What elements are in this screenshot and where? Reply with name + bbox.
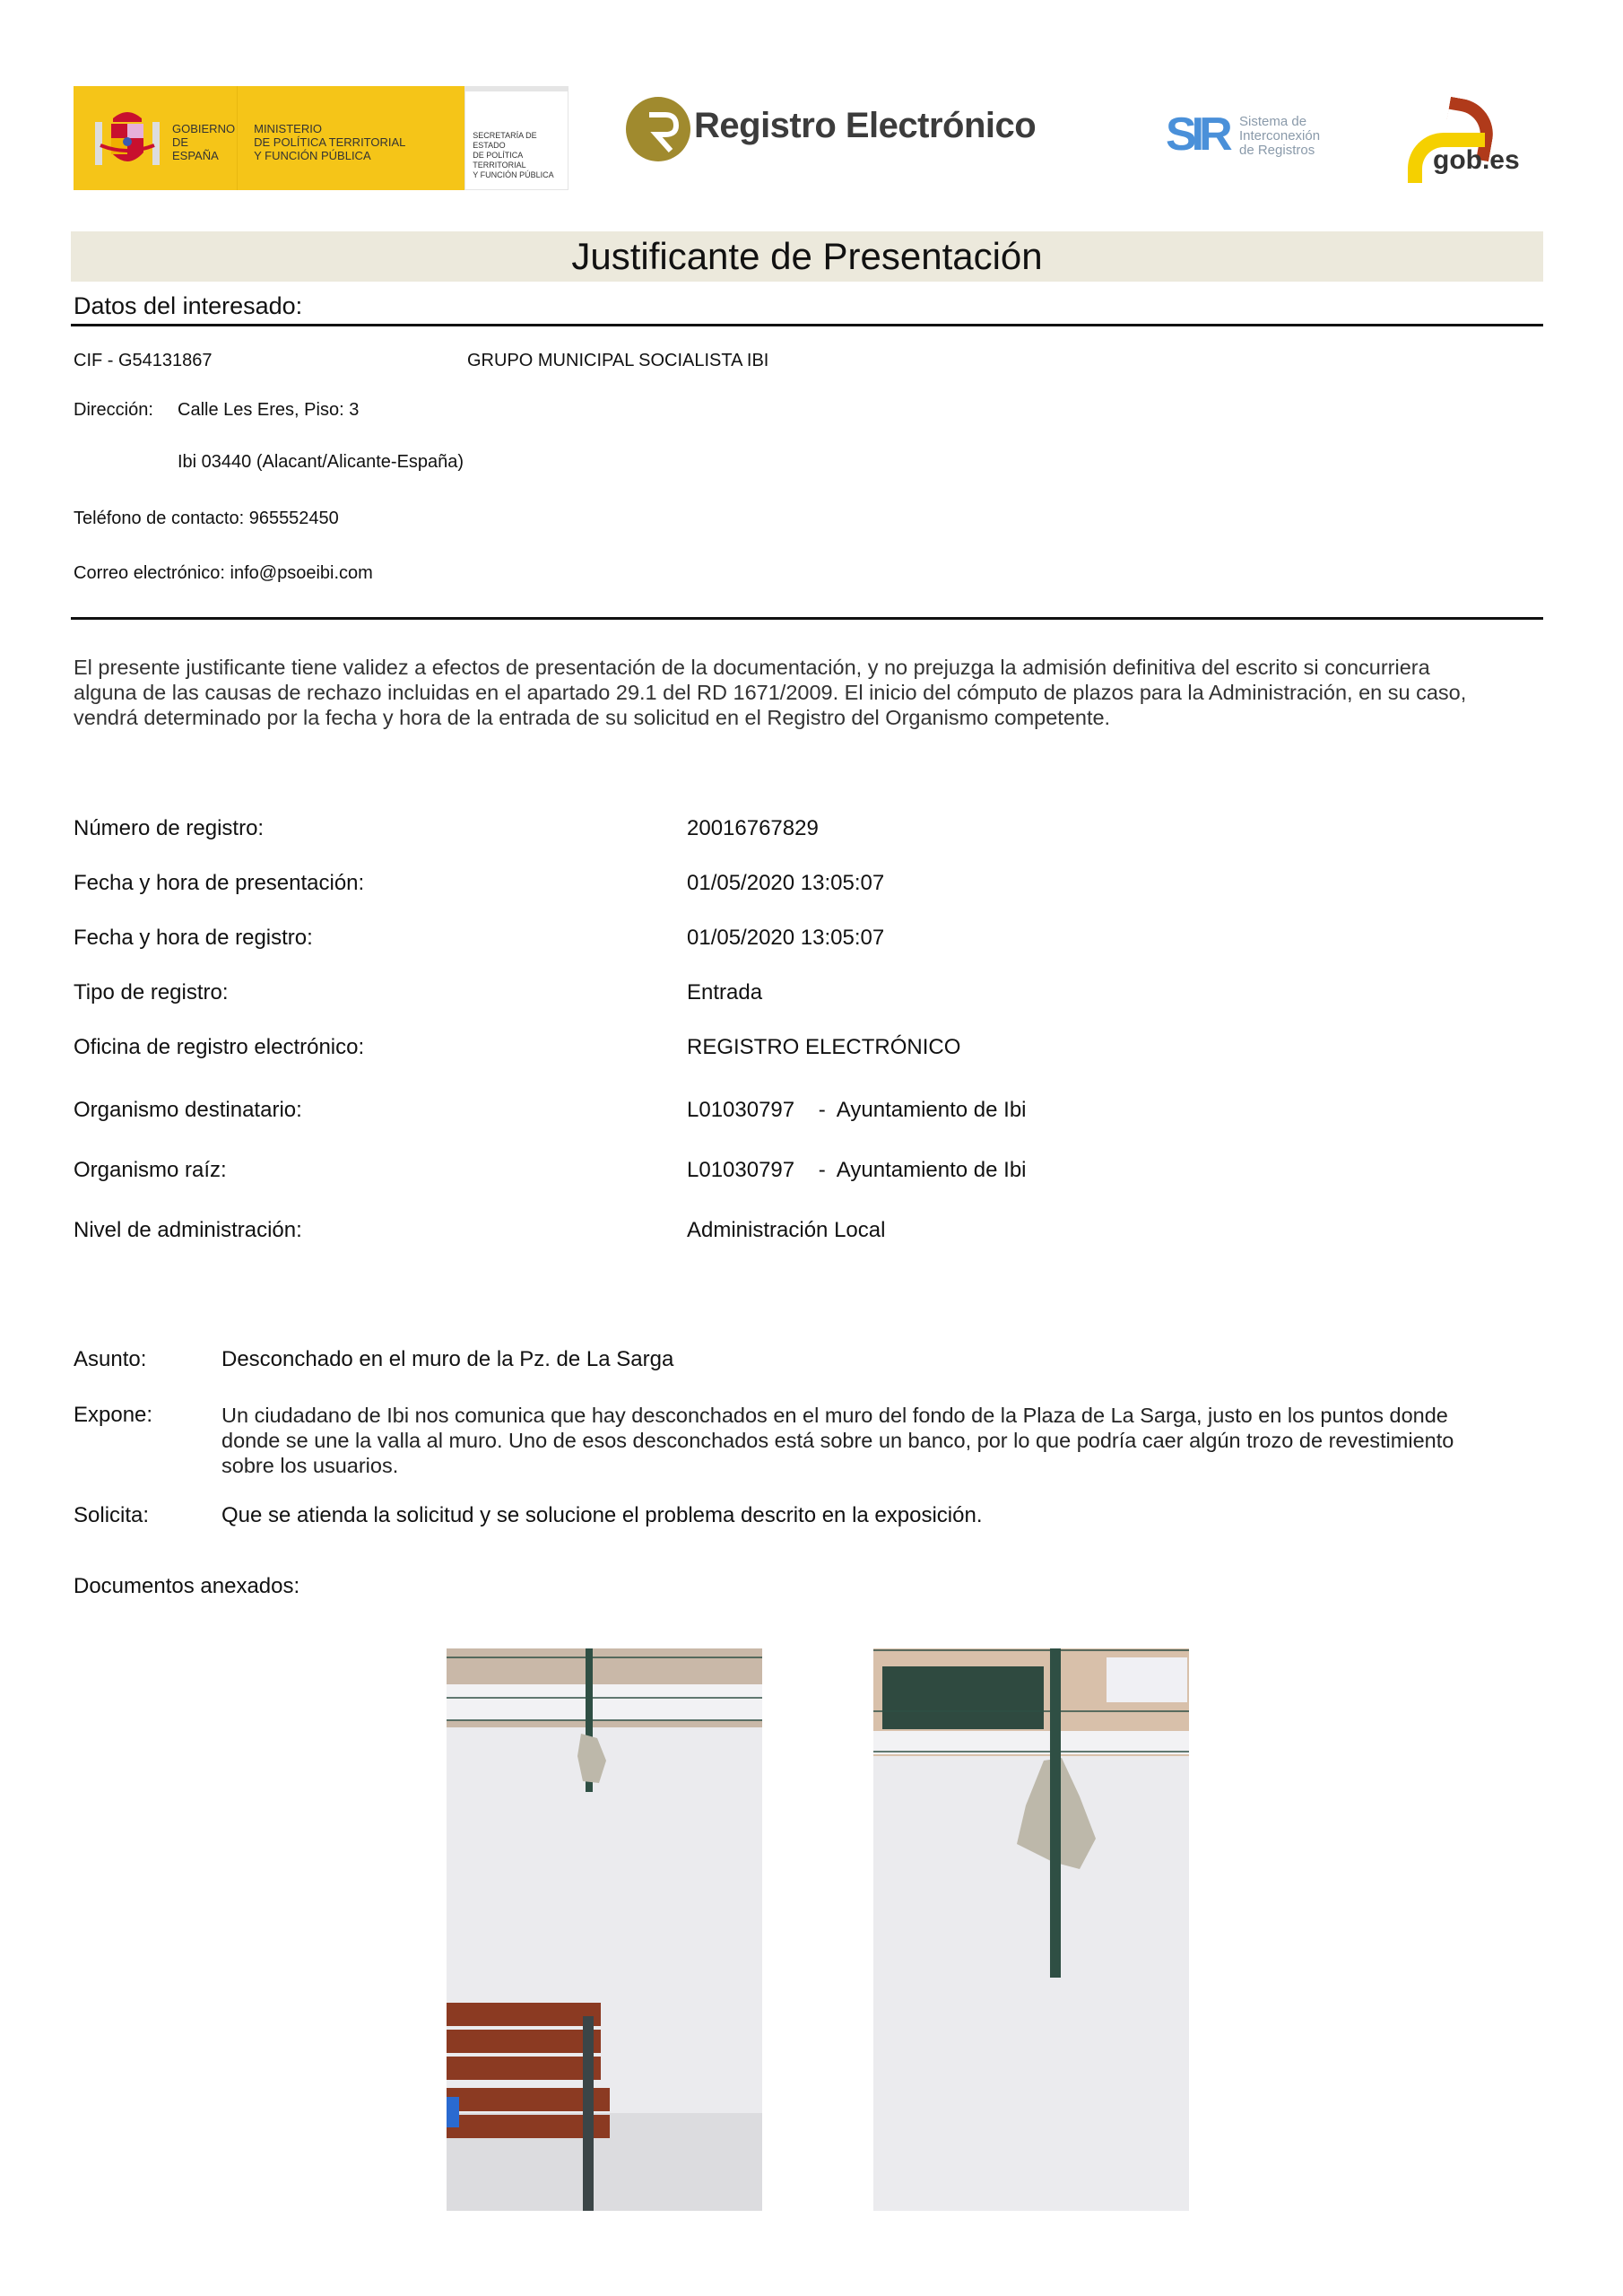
secretaria-line: Y FUNCIÓN PÚBLICA — [473, 170, 554, 179]
registro-value: L01030797 - Ayuntamiento de Ibi — [687, 1158, 1027, 1182]
registro-label: Nivel de administración: — [74, 1218, 302, 1242]
gob-es-text: gob.es — [1433, 145, 1520, 175]
registro-r-icon — [626, 97, 690, 161]
expone-line: donde se une la valla al muro. Uno de esos desconchados está sobre un banco, por lo que podría caer algún trozo de revestimiento — [221, 1429, 1454, 1452]
expone-label: Expone: — [74, 1403, 153, 1427]
sir-logo — [1166, 106, 1363, 169]
registro-value: Entrada — [687, 980, 763, 1004]
page-title: Justificante de Presentación — [571, 235, 1043, 277]
registro-label: Tipo de registro: — [74, 980, 229, 1004]
coat-of-arms-icon — [91, 102, 163, 174]
attached-photo-1 — [447, 1648, 762, 2211]
registro-value: 01/05/2020 13:05:07 — [687, 926, 885, 950]
ministry-line: DE POLÍTICA TERRITORIAL — [254, 135, 406, 149]
registro-label: Organismo destinatario: — [74, 1098, 302, 1122]
correo: Correo electrónico: info@psoeibi.com — [74, 563, 373, 583]
registro-electronico-logo — [619, 93, 1040, 165]
registro-value: REGISTRO ELECTRÓNICO — [687, 1035, 961, 1059]
solicita-label: Solicita: — [74, 1503, 150, 1527]
anexos-heading: Documentos anexados: — [74, 1574, 300, 1598]
divider — [71, 617, 1543, 620]
asunto-label: Asunto: — [74, 1347, 147, 1371]
ministry-line: Y FUNCIÓN PÚBLICA — [254, 149, 371, 162]
interesado-heading: Datos del interesado: — [74, 292, 303, 319]
gob-es-logo — [1408, 100, 1524, 181]
asunto-value: Desconchado en el muro de la Pz. de La Sarga — [221, 1347, 674, 1371]
title-bar — [71, 231, 1543, 282]
registro-label: Número de registro: — [74, 816, 265, 840]
divider — [71, 324, 1543, 326]
registro-value: 01/05/2020 13:05:07 — [687, 871, 885, 895]
solicita-value: Que se atienda la solicitud y se solucione el problema descrito en la exposición. — [221, 1503, 983, 1527]
sir-line: Interconexión — [1239, 128, 1321, 144]
disclaimer-line: vendrá determinado por la fecha y hora de la entrada de su solicitud en el Registro del Organismo competente. — [74, 706, 1111, 729]
registro-value: Administración Local — [687, 1218, 886, 1242]
telefono: Teléfono de contacto: 965552450 — [74, 509, 339, 528]
expone-line: Un ciudadano de Ibi nos comunica que hay desconchados en el muro del fondo de la Plaza de La Sarga, justo en los puntos donde — [221, 1404, 1448, 1427]
registro-label: Fecha y hora de presentación: — [74, 871, 365, 895]
attached-photo-2 — [873, 1648, 1189, 2211]
sir-line: Sistema de — [1239, 114, 1307, 129]
registro-label: Organismo raíz: — [74, 1158, 227, 1182]
registro-value: L01030797 - Ayuntamiento de Ibi — [687, 1098, 1027, 1122]
sir-mark-icon: SIR — [1166, 109, 1228, 161]
gobierno-espana-logo — [74, 86, 568, 190]
gobierno-block — [74, 86, 237, 190]
registro-value: 20016767829 — [687, 816, 819, 840]
registro-label: Oficina de registro electrónico: — [74, 1035, 365, 1059]
direccion-label: Dirección: — [74, 400, 153, 420]
direccion-line1: Calle Les Eres, Piso: 3 — [178, 400, 360, 420]
sir-line: de Registros — [1239, 143, 1315, 158]
disclaimer-line: El presente justificante tiene validez a efectos de presentación de la documentación, y no prejuzga la admisión definitiva del escrito si concurriera — [74, 656, 1430, 679]
direccion-line2: Ibi 03440 (Alacant/Alicante-España) — [178, 452, 464, 472]
registro-label: Fecha y hora de registro: — [74, 926, 313, 950]
gov-line1: GOBIERNO — [172, 122, 236, 135]
expone-line: sobre los usuarios. — [221, 1454, 399, 1477]
interesado-name: GRUPO MUNICIPAL SOCIALISTA IBI — [467, 351, 769, 370]
gov-line2: DE ESPAÑA — [172, 135, 219, 162]
expone-value — [221, 1403, 1549, 1478]
secretaria-line: SECRETARÍA DE ESTADO — [473, 131, 537, 150]
ministerio-block — [237, 86, 464, 190]
secretaria-block — [464, 86, 568, 190]
disclaimer — [74, 655, 1544, 730]
secretaria-line: DE POLÍTICA TERRITORIAL — [473, 151, 526, 170]
registro-electronico-text: Registro Electrónico — [694, 106, 1037, 145]
cif: CIF - G54131867 — [74, 351, 213, 370]
disclaimer-line: alguna de las causas de rechazo incluidas en el apartado 29.1 del RD 1671/2009. El inicio del cómputo de plazos para la Administración, en su caso, — [74, 681, 1467, 704]
ministry-line: MINISTERIO — [254, 122, 322, 135]
